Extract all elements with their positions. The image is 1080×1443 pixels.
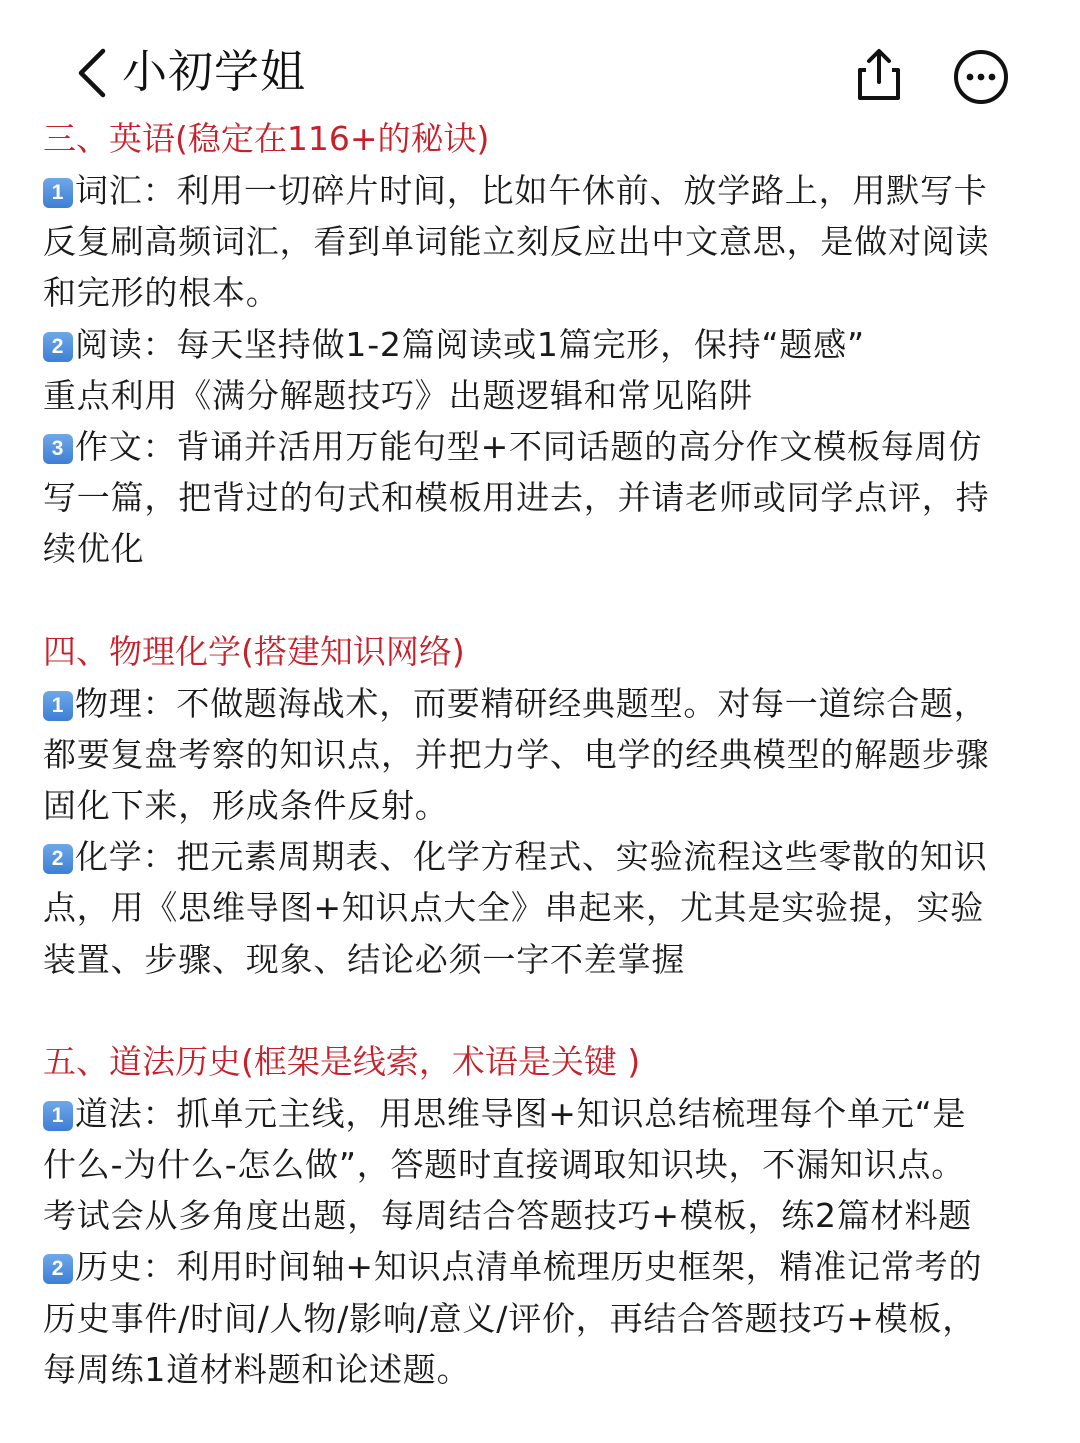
item-line: 固化下来，形成条件反射。 [43, 786, 449, 826]
list-item [43, 1241, 1053, 1395]
number-badge-icon: 2 [43, 332, 73, 362]
item-line: 阅读：每天坚持做1-2篇阅读或1篇完形，保持“题感” [75, 324, 865, 364]
item-line: 作文：背诵并活用万能句型+不同话题的高分作文模板每周仿 [75, 427, 983, 467]
section-title-english: 三、英语(稳定在116+的秘诀) [43, 119, 490, 158]
number-badge-icon: 3 [43, 434, 73, 464]
number-badge-icon: 2 [43, 1254, 73, 1284]
item-line: 物理：不做题海战术，而要精研经典题型。对每一道综合题， [75, 683, 988, 723]
share-button[interactable] [852, 46, 906, 104]
number-badge-icon: 1 [43, 178, 73, 208]
item-line: 词汇：利用一切碎片时间，比如午休前、放学路上，用默写卡 [75, 171, 988, 210]
section-title-morality-history: 五、道法历史(框架是线索，术语是关键 ) [43, 1041, 641, 1081]
item-line: 化学：把元素周期表、化学方程式、实验流程这些零散的知识 [75, 837, 988, 877]
item-line: 写一篇，把背过的句式和模板用进去，并请老师或同学点评，持 [43, 478, 990, 518]
more-button[interactable] [952, 48, 1010, 106]
number-badge-icon: 1 [43, 691, 73, 721]
number-badge-icon: 2 [43, 844, 73, 874]
chevron-left-icon [73, 47, 109, 99]
page-title: 小初学姐 [122, 45, 307, 98]
item-line: 续优化 [43, 529, 145, 569]
spacer [43, 575, 1053, 626]
post-content [43, 113, 1053, 1395]
top-bar [0, 0, 1080, 115]
section-title-physics-chemistry: 四、物理化学(搭建知识网络) [43, 631, 465, 671]
list-item [43, 165, 1053, 319]
item-line: 装置、步骤、现象、结论必须一字不差掌握 [43, 939, 686, 979]
more-icon [952, 48, 1010, 106]
item-line: 考试会从多角度出题，每周结合答题技巧+模板，练2篇材料题 [43, 1196, 973, 1236]
list-item [43, 421, 1053, 575]
item-line: 和完形的根本。 [43, 273, 280, 313]
item-line: 反复刷高频词汇，看到单词能立刻反应出中文意思，是做对阅读 [43, 222, 990, 262]
list-item [43, 319, 1053, 421]
item-line: 什么-为什么-怎么做”，答题时直接调取知识块，不漏知识点。 [43, 1145, 966, 1185]
item-line: 历史事件/时间/人物/影响/意义/评价，再结合答题技巧+模板， [43, 1298, 977, 1338]
item-line: 都要复盘考察的知识点，并把力学、电学的经典模型的解题步骤 [43, 734, 990, 774]
list-item [43, 678, 1053, 832]
spacer [43, 985, 1053, 1036]
item-line: 道法：抓单元主线，用思维导图+知识总结梳理每个单元“是 [75, 1093, 967, 1133]
item-line: 重点利用《满分解题技巧》出题逻辑和常见陷阱 [43, 375, 753, 415]
number-badge-icon: 1 [43, 1101, 73, 1131]
list-item [43, 1088, 1053, 1242]
share-icon [852, 46, 906, 104]
list-item [43, 831, 1053, 985]
item-line: 历史：利用时间轴+知识点清单梳理历史框架，精准记常考的 [75, 1247, 983, 1287]
item-line: 每周练1道材料题和论述题。 [43, 1349, 471, 1389]
item-line: 点，用《思维导图+知识点大全》串起来，尤其是实验提，实验 [43, 888, 985, 928]
back-button[interactable] [66, 44, 116, 102]
